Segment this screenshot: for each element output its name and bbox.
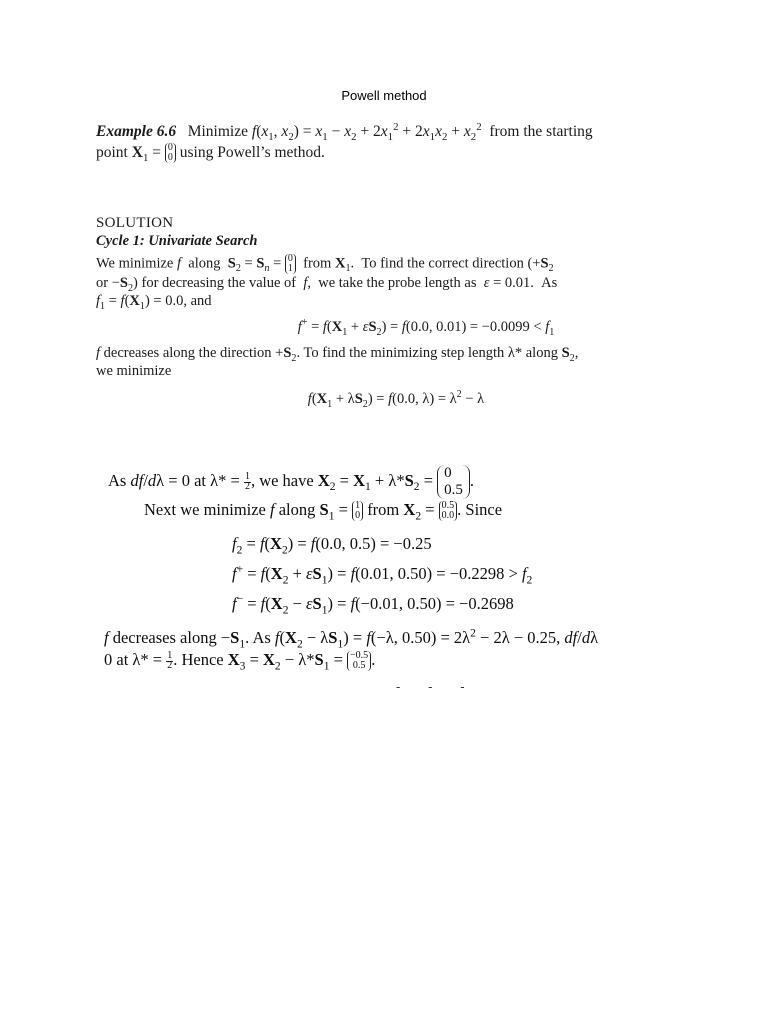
continuation-tail [104, 627, 733, 671]
solution-section [96, 214, 676, 408]
tail-line-1: f decreases along $-S_1$. As $f(X_2 - \lambda S_1) = f(-\lambda$, $0.50) = 2\lambda^2 - 2\lambda - 0.25$, df/dλ [104, 627, 599, 651]
solution-paragraph-2: f decreases along the direction $+S_2$. To find the minimizing step length λ* along $S_2$, we minimize [96, 345, 579, 379]
scan-artifact-marks: - - - [396, 680, 477, 694]
equation-line-search: $f(X_1 + \lambda S_2) = f(0.0$, $\lambda) = \lambda^2 - \lambda$ [307, 389, 485, 410]
example-statement [96, 121, 676, 163]
equation-block [108, 529, 733, 619]
example-line-2: point $X_1 = 0$ 0 using Powell’s method. [96, 142, 325, 165]
page-title: Powell method [341, 88, 427, 103]
solution-heading: SOLUTION [96, 215, 174, 231]
example-label: Example 6.6 [96, 123, 177, 140]
continuation-line-1: As df/dλ = 0 at λ* = 1 2, we have $X_2 = X_1 + \lambda*S_2 = 0$ 0.5. [108, 465, 475, 498]
equation-fplus-1: $f^+ = f(X_1 + \varepsilon S_2) = f(0.0$, $0.01) = -0.0099 < f_1$ [297, 317, 555, 338]
continuation-section [104, 465, 733, 673]
tail-line-2: 0 at λ* = 1 2. Hence $X_3 = X_2 - \lambda*S_1 = -0.5$ 0.5 . [104, 650, 376, 673]
equation-fminus: $f^- = f(X_2 - \varepsilon S_1) = f(-0.01$, 0.50) = −0.2698 [232, 593, 514, 617]
continuation-line-2: Next we minimize f along $S_1 = 1$ 0 from $X_2 = 0.5$ 0.0 . Since [144, 500, 503, 523]
equation-fplus-2: $f^+ = f(X_2 + \varepsilon S_1) = f(0.01$, $0.50) = -0.2298 > f_2$ [232, 563, 533, 587]
cycle-heading: Cycle 1: Univariate Search [96, 233, 258, 249]
equation-f2: $f_2 = f(X_2) = f(0.0$, 0.5) = −0.25 [232, 534, 432, 557]
solution-paragraph-1: We minimize f along $S_2 = S_n = 0$ 1 from $X_1$. To find the correct direction ($+S_2$ or $-S_2$) for decreasing the value of f, we take the probe length as ε = 0.01. As $f_1 = f(X_1) = 0.0$, and [96, 253, 558, 312]
example-line-1: Example 6.6 Minimize $f(x_1$, $x_2) = x_1 - x_2 + 2x_1^2 + 2x_1x_2 + x_2^2$ from the starting [96, 120, 593, 144]
